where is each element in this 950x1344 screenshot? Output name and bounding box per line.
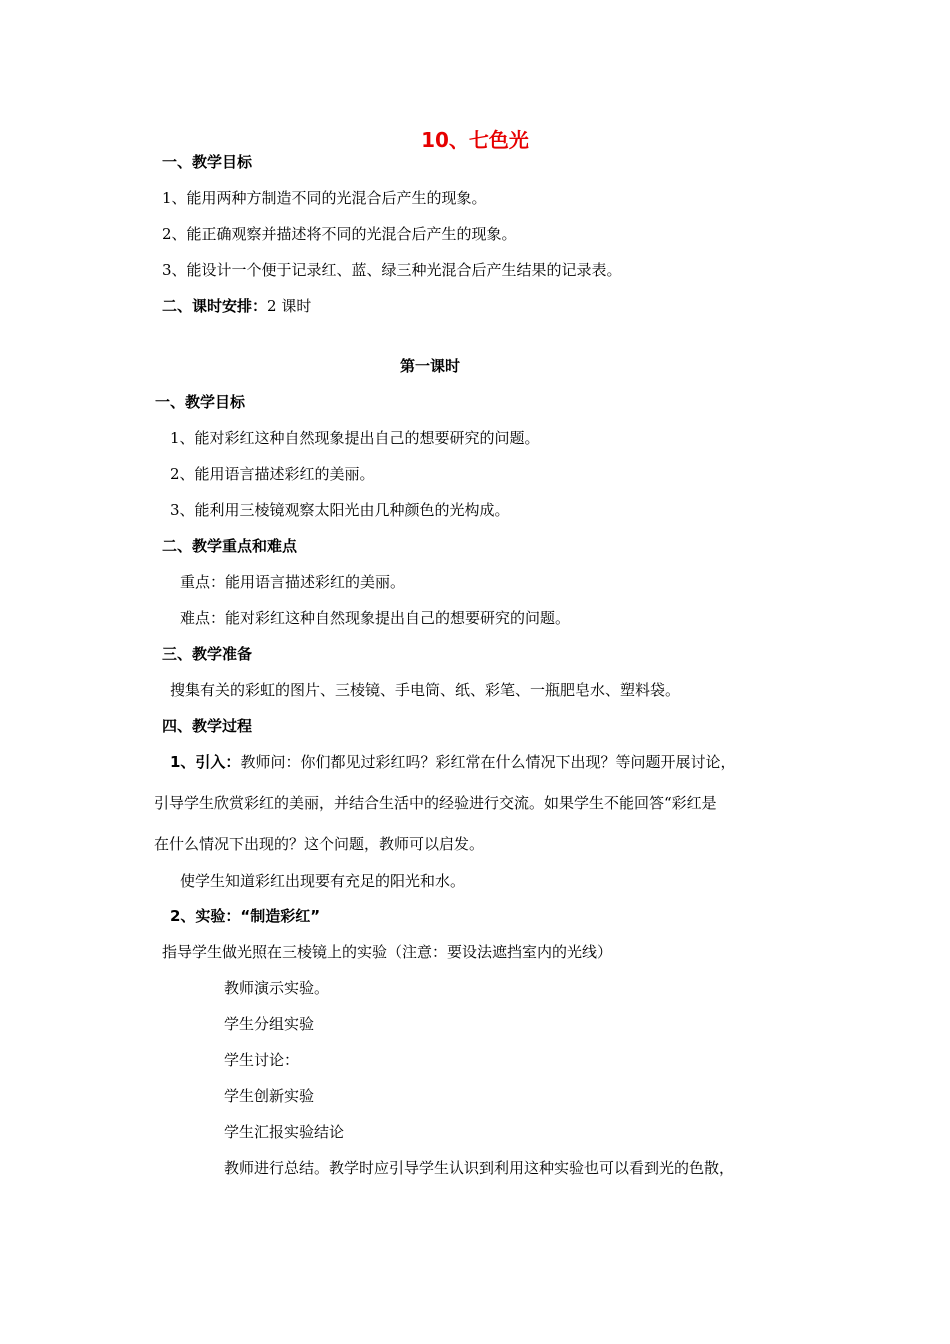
page-title: 10、七色光 [421,128,529,152]
goal-item: 2、能正确观察并描述将不同的光混合后产生的现象。 [162,225,517,243]
intro-line: 使学生知道彩红出现要有充足的阳光和水。 [180,872,466,890]
schedule-value: 2 课时 [267,297,312,315]
experiment-heading: 2、实验：“制造彩红” [170,907,321,925]
key-heading: 二、教学重点和难点 [162,537,298,555]
lesson-goal-item: 2、能用语言描述彩红的美丽。 [170,465,375,483]
intro-line: 引导学生欣赏彩红的美丽，并结合生活中的经验进行交流。如果学生不能回答“彩红是 [154,794,717,812]
intro-label: 1、引入： [170,753,241,771]
key-point: 重点：能用语言描述彩红的美丽。 [180,573,406,591]
prep-heading: 三、教学准备 [162,645,253,663]
lesson-heading: 第一课时 [399,357,460,375]
lesson-goal-item: 3、能利用三棱镜观察太阳光由几种颜色的光构成。 [170,501,510,519]
intro-text: 教师问：你们都见过彩红吗？彩红常在什么情况下出现？等问题开展讨论， [240,753,736,771]
difficult-point: 难点：能对彩红这种自然现象提出自己的想要研究的问题。 [180,609,571,627]
experiment-step: 教师进行总结。教学时应引导学生认识到利用这种实验也可以看到光的色散， [224,1159,735,1177]
schedule-line [162,296,311,316]
experiment-step: 教师演示实验。 [224,979,330,997]
goals-heading: 一、教学目标 [162,153,253,171]
intro-line [170,752,735,772]
prep-text: 搜集有关的彩虹的图片、三棱镜、手电筒、纸、彩笔、一瓶肥皂水、塑料袋。 [170,681,681,699]
experiment-step: 学生分组实验 [224,1015,315,1033]
goal-item: 3、能设计一个便于记录红、蓝、绿三种光混合后产生结果的记录表。 [162,261,622,279]
lesson-goal-item: 1、能对彩红这种自然现象提出自己的想要研究的问题。 [170,429,540,447]
lesson-goals-heading: 一、教学目标 [155,393,246,411]
process-heading: 四、教学过程 [162,717,253,735]
schedule-label: 二、课时安排： [162,297,268,315]
goal-item: 1、能用两种方制造不同的光混合后产生的现象。 [162,189,487,207]
experiment-step: 学生讨论： [224,1051,300,1069]
experiment-intro: 指导学生做光照在三棱镜上的实验（注意：要设法遮挡室内的光线） [162,943,613,961]
experiment-step: 学生汇报实验结论 [224,1123,345,1141]
experiment-step: 学生创新实验 [224,1087,315,1105]
intro-line: 在什么情况下出现的？这个问题，教师可以启发。 [154,835,485,853]
